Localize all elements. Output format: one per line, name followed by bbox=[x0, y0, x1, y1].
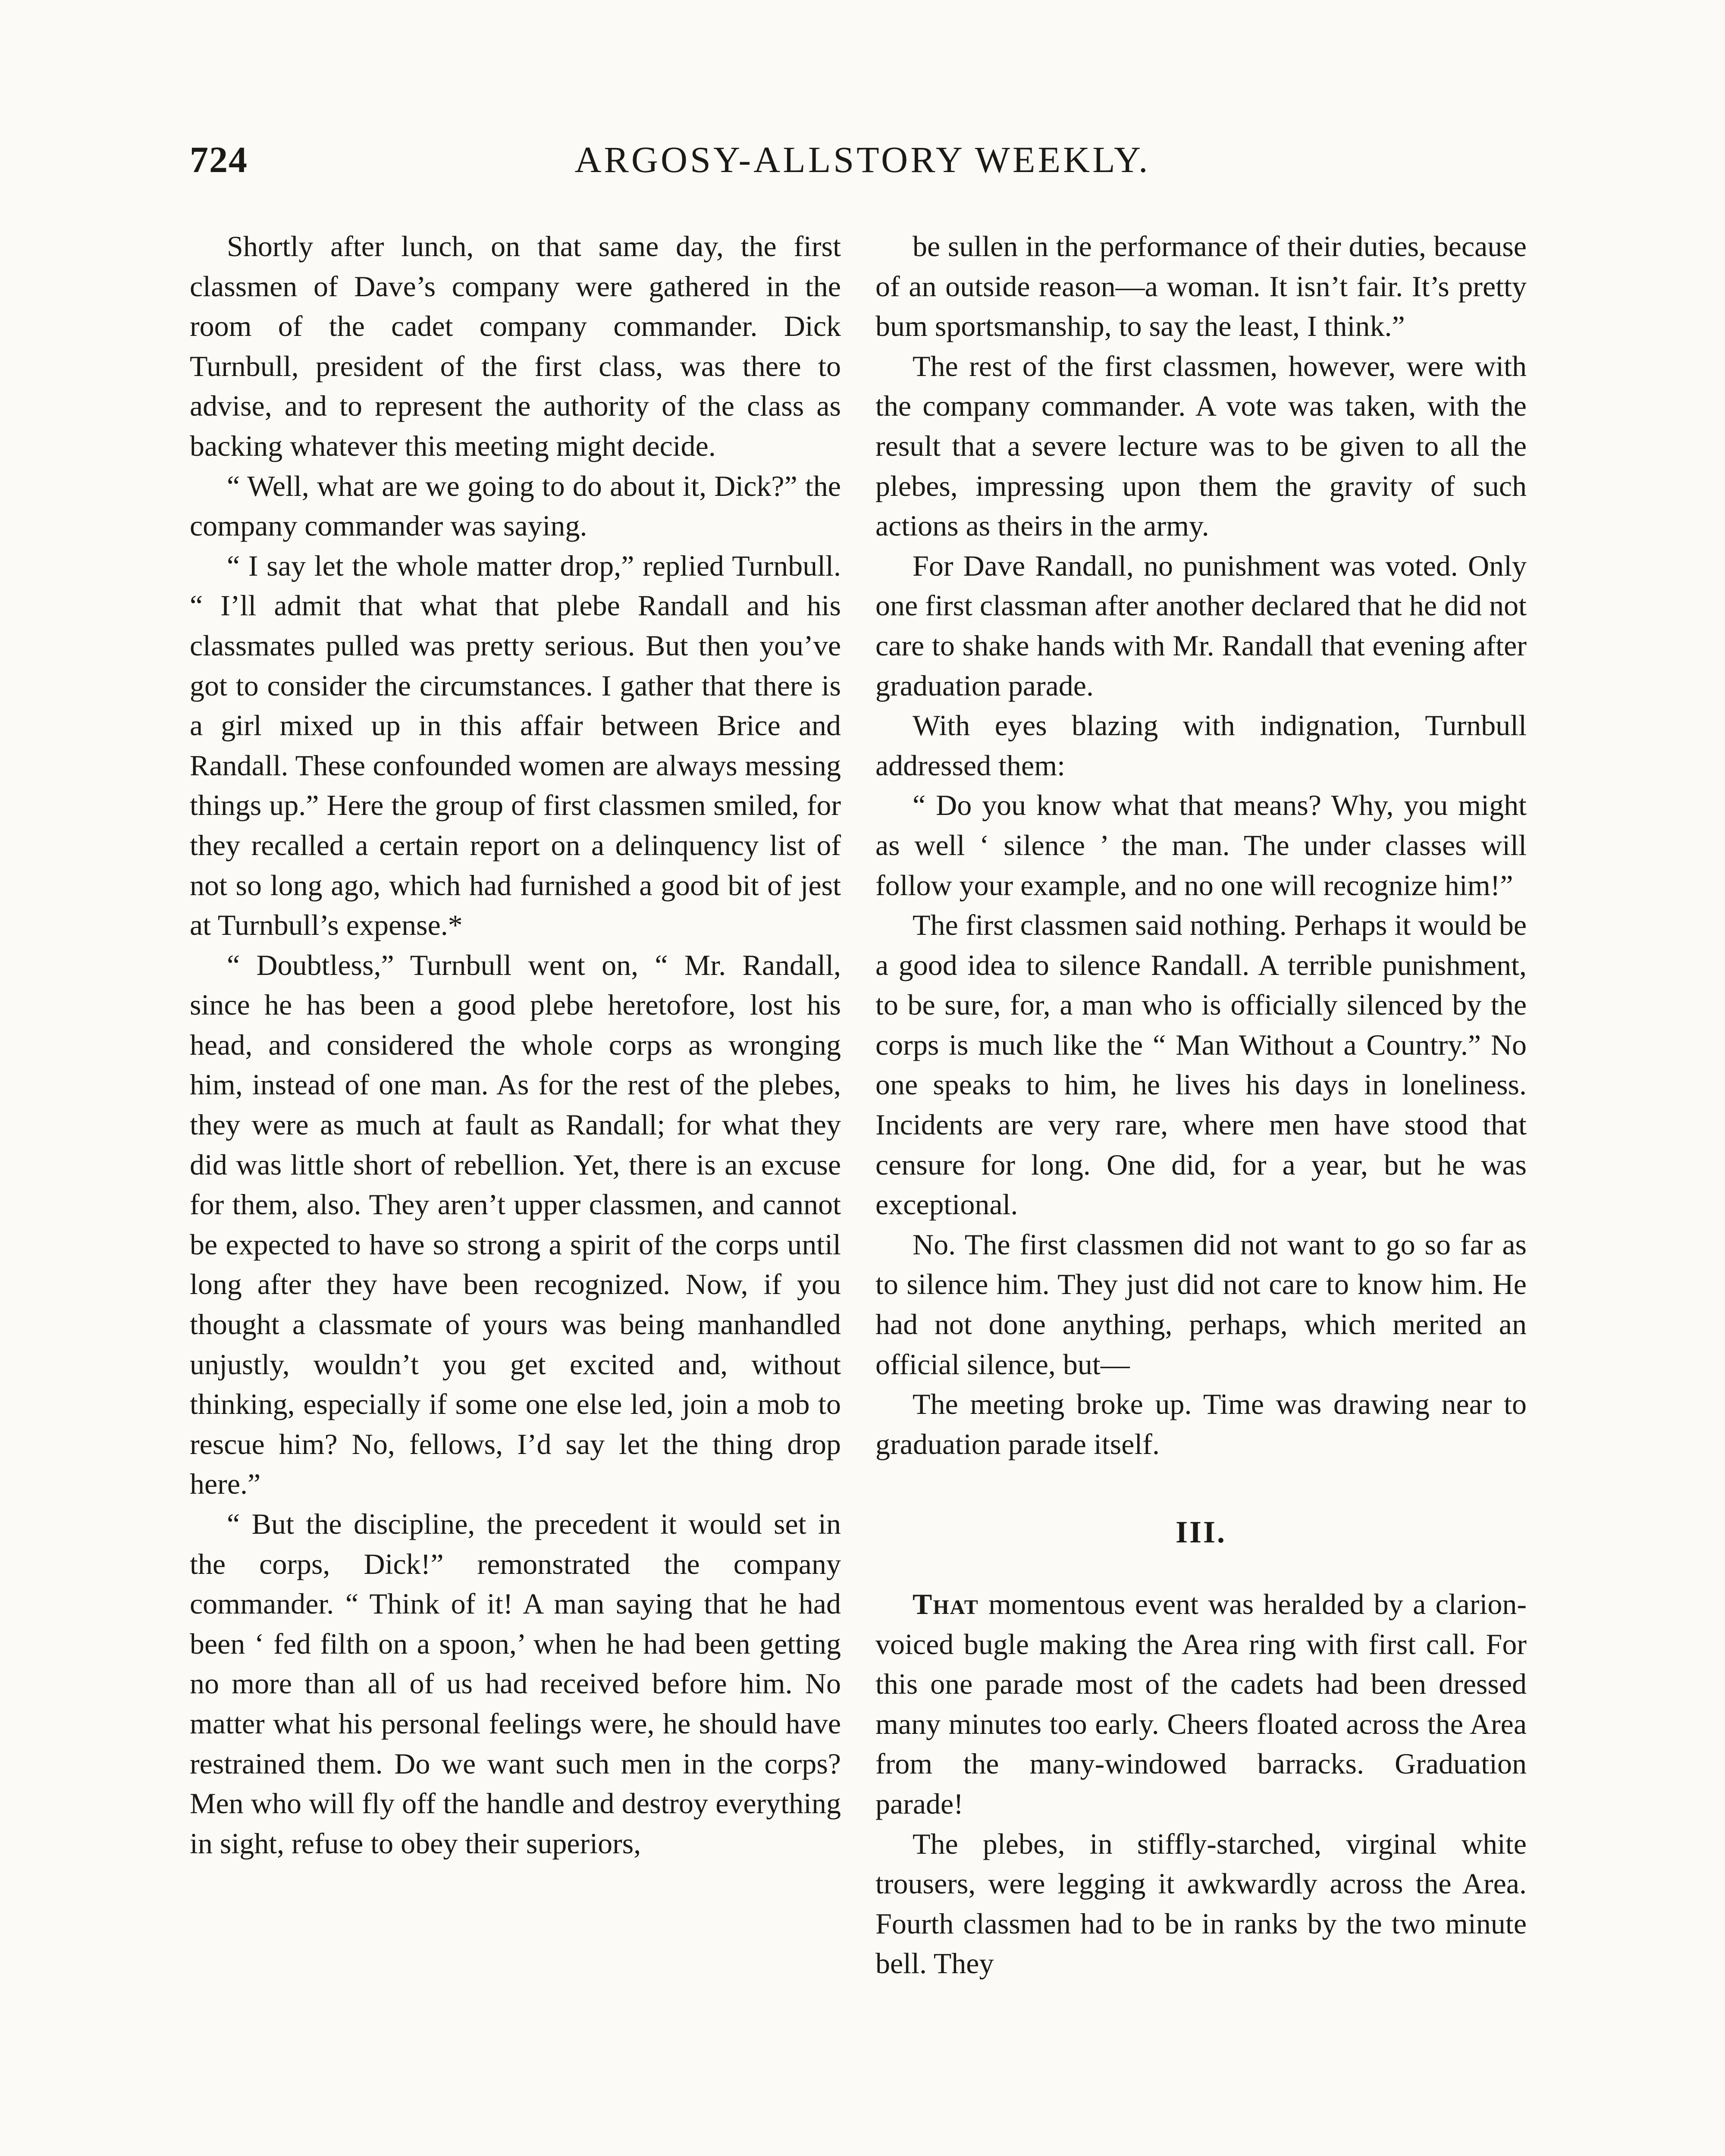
paragraph: With eyes blazing with indignation, Turnbull addressed them: bbox=[875, 709, 1527, 782]
right-column bbox=[875, 226, 1527, 1984]
paragraph: be sullen in the performance of their duties, because of an outside reason—a woman. It isn’t fair. It’s pretty bum sportsmanship, to say the least, I think.” bbox=[875, 230, 1527, 343]
paragraph: “ Doubtless,” Turnbull went on, “ Mr. Randall, since he has been a good plebe heretofore, lost his head, and considered the whole corps as wronging him, instead of one man. As for the rest of the plebes, they were as much at fault as Randall; for what they did was little short of rebellion. Yet, there is an excuse for them, also. They aren’t upper classmen, and cannot be expected to have so strong a spirit of the corps until long after they have been recognized. Now, if you thought a classmate of yours was being manhandled unjustly, wouldn’t you get excited and, without thinking, especially if some one else led, join a mob to rescue him? No, fellows, I’d say let the thing drop here.” bbox=[190, 948, 841, 1501]
paragraph: The first classmen said nothing. Perhaps it would be a good idea to silence Randall. A terrible punishment, to be sure, for, a man who is officially silenced by the corps is much like the “ Man Without a Country.” No one speaks to him, he lives his days in loneliness. Incidents are very rare, where men have stood that censure for long. One did, for a year, but he was exceptional. bbox=[875, 909, 1527, 1221]
paragraph: “ I say let the whole matter drop,” replied Turnbull. “ I’ll admit that what that plebe Randall and his classmates pulled was pretty serious. But then you’ve got to consider the circumstances. I gather that there is a girl mixed up in this affair between Brice and Randall. These confounded women are always messing things up.” Here the group of first classmen smiled, for they recalled a certain report on a delinquency list of not so long ago, which had furnished a good bit of jest at Turnbull’s expense.* bbox=[190, 549, 841, 942]
page-number: 724 bbox=[190, 139, 248, 180]
paragraph: “ Do you know what that means? Why, you might as well ‘ silence ’ the man. The under classes will follow your example, and no one will recognize him!” bbox=[875, 789, 1527, 902]
paragraph: The plebes, in stiffly-starched, virginal white trousers, were legging it awkwardly across the Area. Fourth classmen had to be in ranks by the two minute bell. They bbox=[875, 1827, 1527, 1980]
page-header bbox=[190, 138, 1535, 190]
paragraph: “ Well, what are we going to do about it, Dick?” the company commander was saying. bbox=[190, 469, 841, 542]
paragraph-text: momentous event was heralded by a clarion-voiced bugle making the Area ring with first call. For this one parade most of the cadets had been dressed many minutes too early. Cheers floated across the Area from the many-windowed barracks. Graduation parade! bbox=[875, 1588, 1527, 1820]
section-heading: III. bbox=[1175, 1515, 1227, 1550]
running-title: ARGOSY-ALLSTORY WEEKLY. bbox=[574, 139, 1151, 180]
paragraph: Shortly after lunch, on that same day, the first classmen of Dave’s company were gathered in the room of the cadet company commander. Dick Turnbull, president of the first class, was there to advise, and to represent the authority of the class as backing whatever this meeting might decide. bbox=[190, 230, 841, 462]
left-column bbox=[190, 226, 841, 1863]
paragraph: The meeting broke up. Time was drawing near to graduation parade itself. bbox=[875, 1388, 1527, 1460]
paragraph: “ But the discipline, the precedent it would set in the corps, Dick!” remonstrated the company commander. “ Think of it! A man saying that he had been ‘ fed filth on a spoon,’ when he had been getting no more than all of us had received before him. No matter what his personal feelings were, he should have restrained them. Do we want such men in the corps? Men who will fly off the handle and destroy everything in sight, refuse to obey their superiors, bbox=[190, 1507, 841, 1860]
section-lead-word: That bbox=[913, 1588, 979, 1620]
paragraph: For Dave Randall, no punishment was voted. Only one first classman after another declared that he did not care to shake hands with Mr. Randall that evening after graduation parade. bbox=[875, 549, 1527, 702]
paragraph bbox=[875, 1584, 1527, 1824]
paragraph: No. The first classmen did not want to go so far as to silence him. They just did not care to know him. He had not done anything, perhaps, which merited an official silence, but— bbox=[875, 1228, 1527, 1381]
paragraph: The rest of the first classmen, however, were with the company commander. A vote was taken, with the result that a severe lecture was to be given to all the plebes, impressing upon them the gravity of such actions as theirs in the army. bbox=[875, 349, 1527, 542]
